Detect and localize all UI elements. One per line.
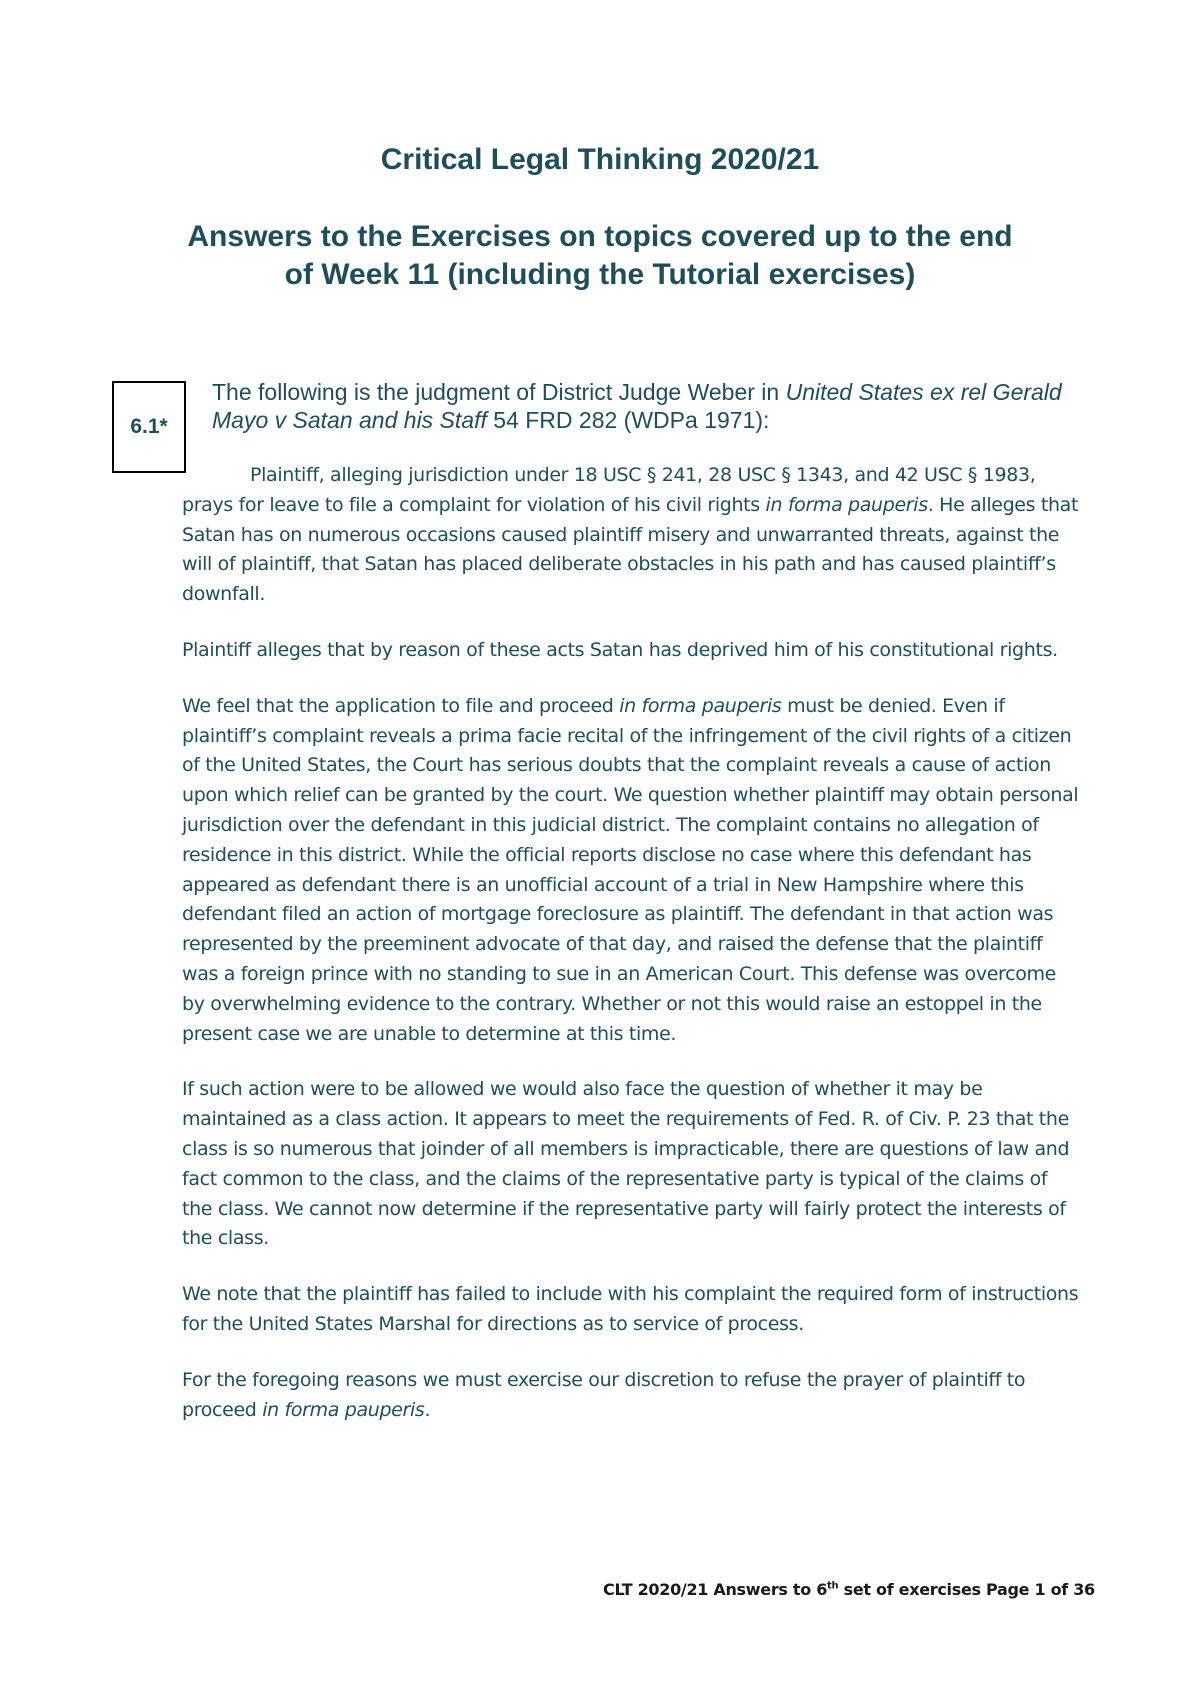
judgment-paragraph-5: We note that the plaintiff has failed to include with his complaint the required form of instructions for the United States Marshal for directions as to service of process. [182, 1283, 1079, 1335]
document-title: Critical Legal Thinking 2020/21 [380, 143, 820, 176]
judgment-text [182, 461, 1082, 1451]
document-subtitle [0, 218, 1200, 294]
page-footer: CLT 2020/21 Answers to 6th set of exercises Page 1 of 36 [603, 1580, 1095, 1599]
exercise-intro [212, 378, 1072, 434]
exercise-number: 6.1* [130, 415, 168, 438]
intro-text: The following is the judgment of District Judge Weber in [212, 379, 786, 405]
judgment-paragraph-2: Plaintiff alleges that by reason of these acts Satan has deprived him of his constitutional rights. [182, 638, 1058, 661]
judgment-paragraph-6: For the foregoing reasons we must exercise our discretion to refuse the prayer of plaintiff to proceed in forma pauperis. [182, 1368, 1026, 1421]
judgment-paragraph-4: If such action were to be allowed we would also face the question of whether it may be maintained as a class action. It appears to meet the requirements of Fed. R. of Civ. P. 23 that the class is so numerous that joinder of all members is impracticable, there are questions of law and fact common to the class, and the claims of the representative party is typical of the claims of the class. We cannot now determine if the representative party will fairly protect the interests of the class. [182, 1078, 1070, 1250]
subtitle-line-2: of Week 11 (including the Tutorial exercises) [284, 258, 916, 291]
judgment-paragraph-3: We feel that the application to file and proceed in forma pauperis must be denied. Even if plaintiff’s complaint reveals a prima facie recital of the infringement of the civil rights of a citizen of the United States, the Court has serious doubts that the complaint reveals a cause of action upon which relief can be granted by the court. We question whether plaintiff may obtain personal jurisdiction over the defendant in this judicial district. The complaint contains no allegation of residence in this district. While the official reports disclose no case where this defendant has appeared as defendant there is an unofficial account of a trial in New Hampshire where this defendant filed an action of mortgage foreclosure as plaintiff. The defendant in that action was represented by the preeminent advocate of that day, and raised the defense that the plaintiff was a foreign prince with no standing to sue in an American Court. This defense was overcome by overwhelming evidence to the contrary. Whether or not this would raise an estoppel in the present case we are unable to determine at this time. [182, 694, 1079, 1045]
intro-case-name: United States ex rel Gerald Mayo v Satan and his Staff [212, 379, 1062, 433]
intro-citation: 54 FRD 282 (WDPa 1971): [486, 407, 770, 433]
exercise-number-box [112, 381, 186, 473]
judgment-paragraph-1: Plaintiff, alleging jurisdiction under 18 USC § 241, 28 USC § 1343, and 42 USC § 1983, prays for leave to file a complaint for violation of his civil rights in forma pauperis. He alleges that Satan has on numerous occasions caused plaintiff misery and unwarranted threats, against the will of plaintiff, that Satan has placed deliberate obstacles in his path and has caused plaintiff’s downfall. [182, 464, 1079, 606]
subtitle-line-1: Answers to the Exercises on topics covered up to the end [187, 220, 1013, 253]
